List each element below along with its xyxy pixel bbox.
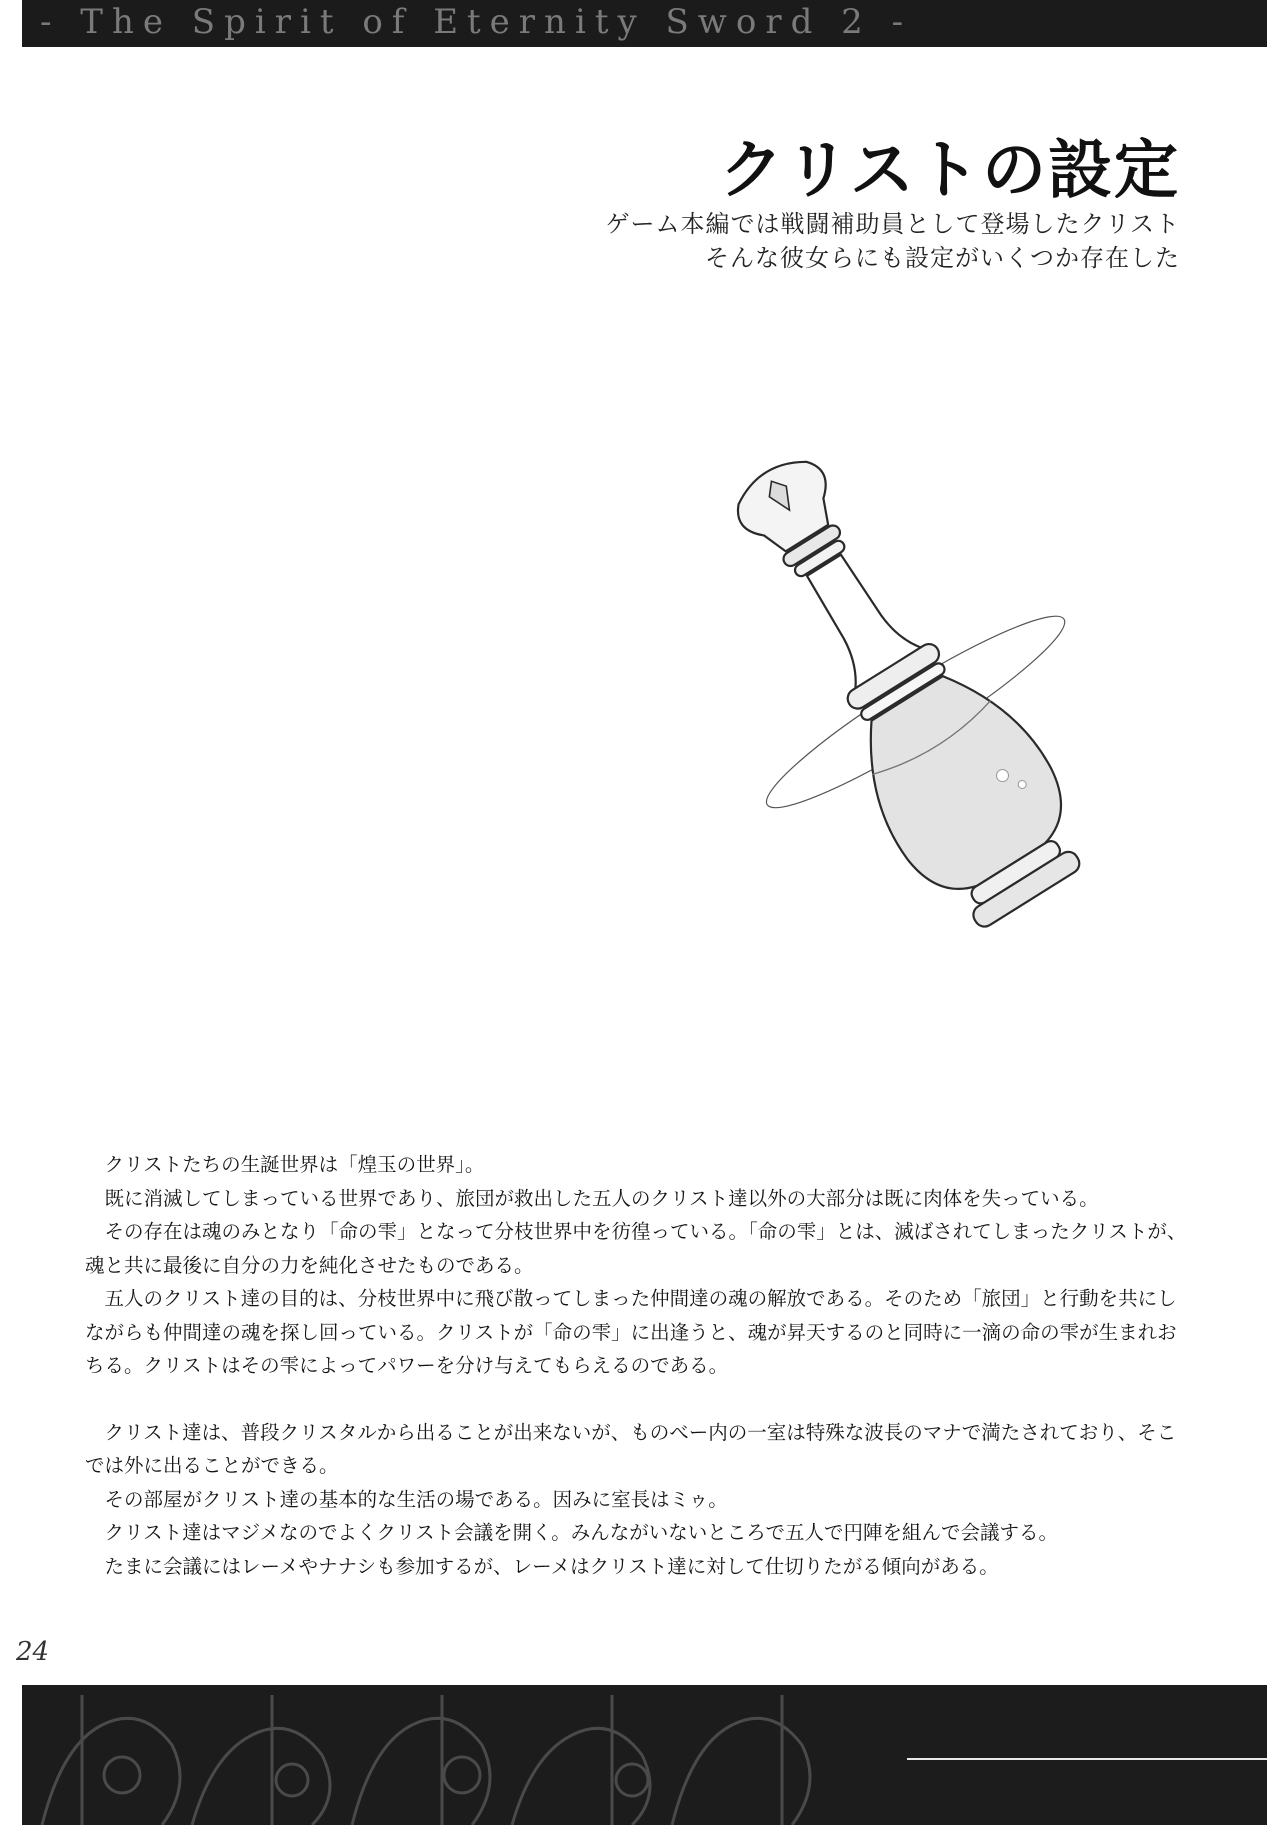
footer-rule: [907, 1758, 1267, 1760]
body-paragraph: たまに会議にはレーメやナナシも参加するが、レーメはクリスト達に対して仕切りたがる傾向がある。: [104, 1554, 999, 1578]
body-paragraph: その存在は魂のみとなり「命の雫」となって分枝世界中を彷徨っている。「命の雫」とは、滅ばされてしまったクリストが、魂と共に最後に自分の力を純化させたものである。: [85, 1220, 1187, 1277]
page-number: 24: [16, 1637, 50, 1667]
body-text: [85, 1148, 1190, 1583]
title-block: [605, 135, 1180, 275]
paragraph-gap: [85, 1383, 1190, 1416]
body-paragraph: クリスト達は、普段クリスタルから出ることが出来ないが、ものべー内の一室は特殊な波長のマナで満たされており、そこでは外に出ることができる。: [85, 1420, 1177, 1477]
body-paragraph: その部屋がクリスト達の基本的な生活の場である。因みに室長はミゥ。: [104, 1487, 728, 1511]
ornament-pattern: [22, 1685, 922, 1825]
banner-title: - The Spirit of Eternity Sword 2 -: [40, 2, 913, 42]
page-title: クリストの設定: [719, 134, 1180, 208]
body-paragraph: クリストたちの生誕世界は「煌玉の世界」。: [104, 1153, 485, 1176]
body-paragraph: クリスト達はマジメなのでよくクリスト会議を開く。みんながいないところで五人で円陣を組んで会議する。: [104, 1521, 1059, 1544]
body-paragraph: 既に消滅してしまっている世界であり、旅団が救出した五人のクリスト達以外の大部分は既に肉体を失っている。: [104, 1186, 1099, 1210]
crystal-bottle-illustration: [695, 415, 1115, 975]
footer-banner: [22, 1685, 1267, 1825]
body-paragraph: 五人のクリスト達の目的は、分枝世界中に飛び散ってしまった仲間達の魂の解放である。そのため「旅団」と行動を共にしながらも仲間達の魂を探し回っている。クリストが「命の雫」に出逢うと、魂が昇天するのと同時に一滴の命の雫が生まれおちる。クリストはその雫によってパワーを分け与えてもらえるのである。: [85, 1287, 1177, 1377]
subtitle-line: そんな彼女らにも設定がいくつか存在した: [705, 244, 1180, 272]
subtitle-line: ゲーム本編では戦闘補助員として登場したクリスト: [605, 210, 1180, 238]
header-banner: [22, 0, 1267, 47]
